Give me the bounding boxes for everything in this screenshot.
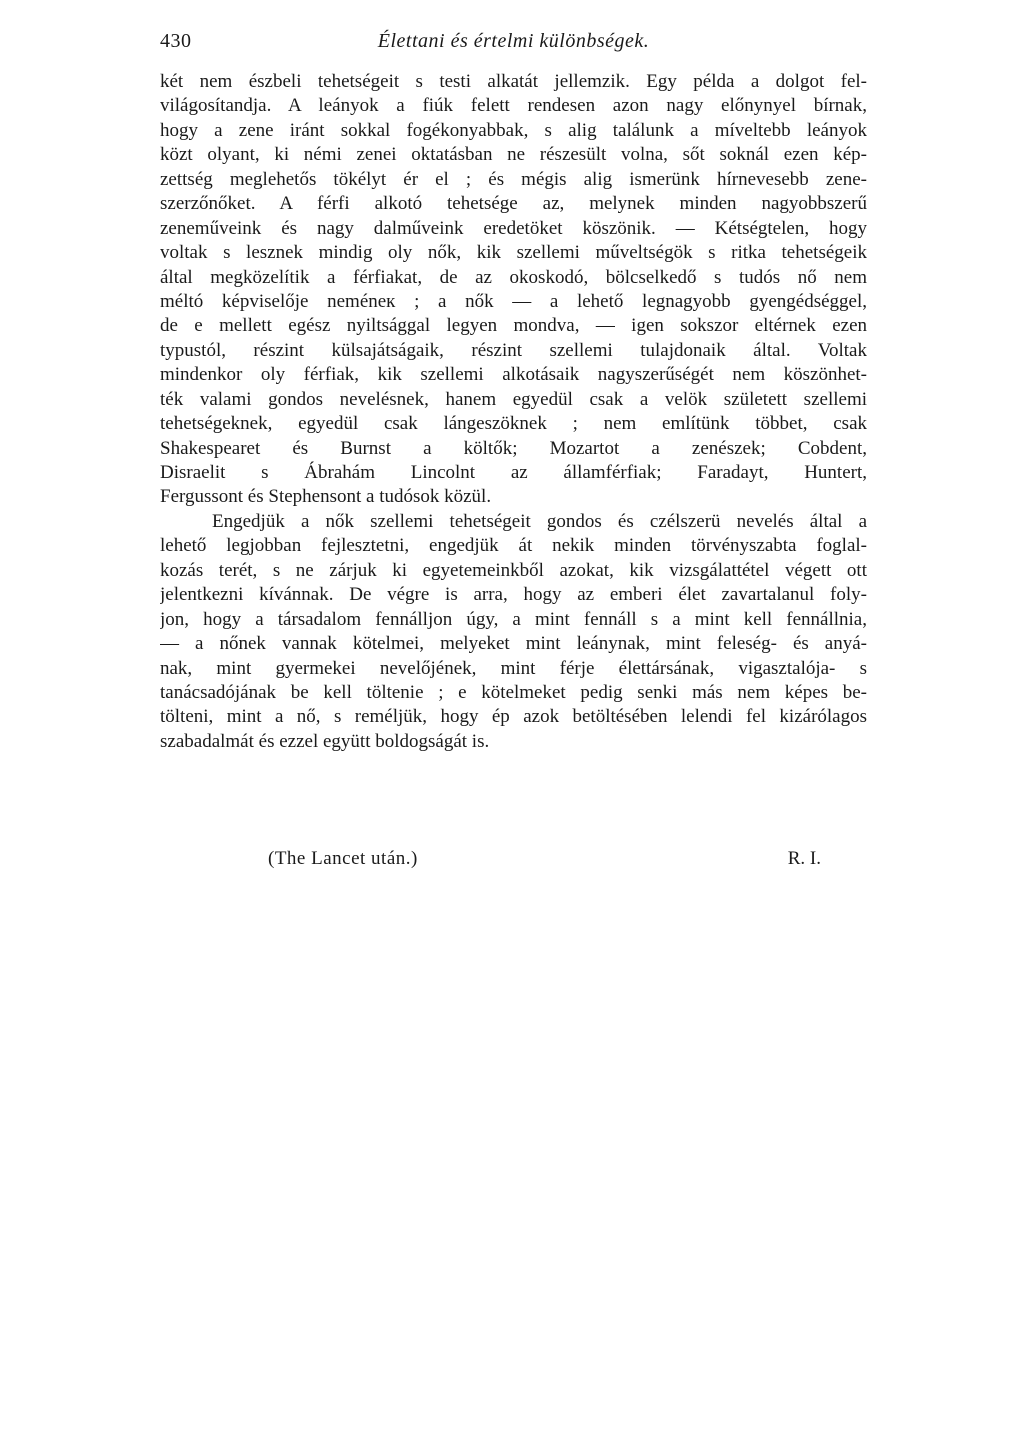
text-line: lehető legjobban fejlesztetni, engedjük át nekik minden törvényszabta foglal- [160, 535, 867, 557]
text-line: ték valami gondos nevelésnek, hanem egyedül csak a velök született szellemi [160, 388, 867, 410]
text-line: typustól, részint külsajátságaik, részint szellemi tulajdonaik által. Voltak [160, 339, 867, 361]
text-line: két nem észbeli tehetségeit s testi alkatát jellemzik. Egy példa a dolgot fel- [160, 71, 867, 92]
text-line: tanácsadójának be kell töltenie ; e kötelmeket pedig senki más nem képes be- [160, 681, 867, 703]
text-line: által megközelítik a férfiakat, de az okoskodó, bölcselkedő s tudós nő nem [160, 266, 867, 288]
signature-row [160, 845, 867, 873]
text-line: Disraelit s Ábrahám Lincolnt az államférfiak; Faradayt, Huntert, [160, 462, 867, 483]
text-line: tölteni, mint a nő, s reméljük, hogy ép azok betöltésében lelendi fel kizárólagos [160, 706, 867, 728]
text-line: világosítandja. A leányok a fiúk felett rendesen azon nagy előnynyel bírnak, [160, 95, 867, 117]
text-line: kozás terét, s ne zárjuk ki egyetemeinkből azokat, kik vizsgálattétel végett ott [160, 559, 867, 581]
text-line: jelentkezni kívánnak. De végre is arra, hogy az emberi élet zavartalanul foly- [160, 584, 867, 606]
article-body [160, 70, 867, 754]
page-number: 430 [160, 30, 192, 52]
text-line: de e mellett egész nyiltsággal legyen mondva, — igen sokszor eltérnek ezen [160, 315, 867, 337]
text-line: tehetségeknek, egyedül csak lángeszöknek ; nem említünk többet, csak [160, 413, 867, 435]
paragraph-2 [160, 510, 867, 754]
author-initials: R. I. [787, 848, 821, 869]
text-line: voltak s lesznek mindig oly nők, kik szellemi műveltségök s ritka tehetségeik [160, 242, 867, 264]
text-line: zettség meglehetős tökélyt ér el ; és mégis alig ismerünk hírnevesebb zene- [160, 168, 867, 190]
text-line: szabadalmát és ezzel együtt boldogságát is. [160, 730, 490, 752]
text-line: nak, mint gyermekei nevelőjének, mint férje élettársának, vigasztalója- s [160, 657, 867, 679]
text-line: közt olyant, ki némi zenei oktatásban ne részesült volna, sőt soknál ezen kép- [160, 144, 867, 166]
text-line: mindenkor oly férfiak, kik szellemi alkotásaik nagyszerűségét nem köszönhet- [160, 364, 867, 386]
text-line: Shakespearet és Burnst a költők; Mozartot a zenészek; Cobdent, [160, 437, 867, 459]
text-line: Fergussont és Stephensont a tudósok közül. [160, 486, 492, 508]
text-line: jon, hogy a társadalom fennálljon úgy, a mint fennáll s a mint kell fennállnia, [160, 608, 867, 630]
running-title: Élettani és értelmi különbségek. [377, 30, 650, 52]
text-line: hogy a zene iránt sokkal fogékonyabbak, s alig találunk a míveltebb leányok [160, 119, 867, 141]
source-attribution: (The Lancet után.) [268, 848, 418, 869]
text-line: szerzőnőket. A férfi alkotó tehetsége az, melynek minden nagyobbszerű [160, 193, 867, 215]
text-line: méltó képviselője neméneк ; a nők — a lehető legnagyobb gyengédséggel, [160, 290, 867, 312]
text-line: Engedjük a nők szellemi tehetségeit gondos és czélszerü nevelés által a [212, 510, 867, 532]
text-line: — a nőnek vannak kötelmei, melyeket mint leánynak, mint feleség- és anyá- [160, 633, 867, 655]
paragraph-1 [160, 70, 867, 510]
page-header [160, 30, 867, 60]
text-line: zeneműveink és nagy dalműveink eredetöket köszönik. — Kétségtelen, hogy [160, 217, 867, 239]
